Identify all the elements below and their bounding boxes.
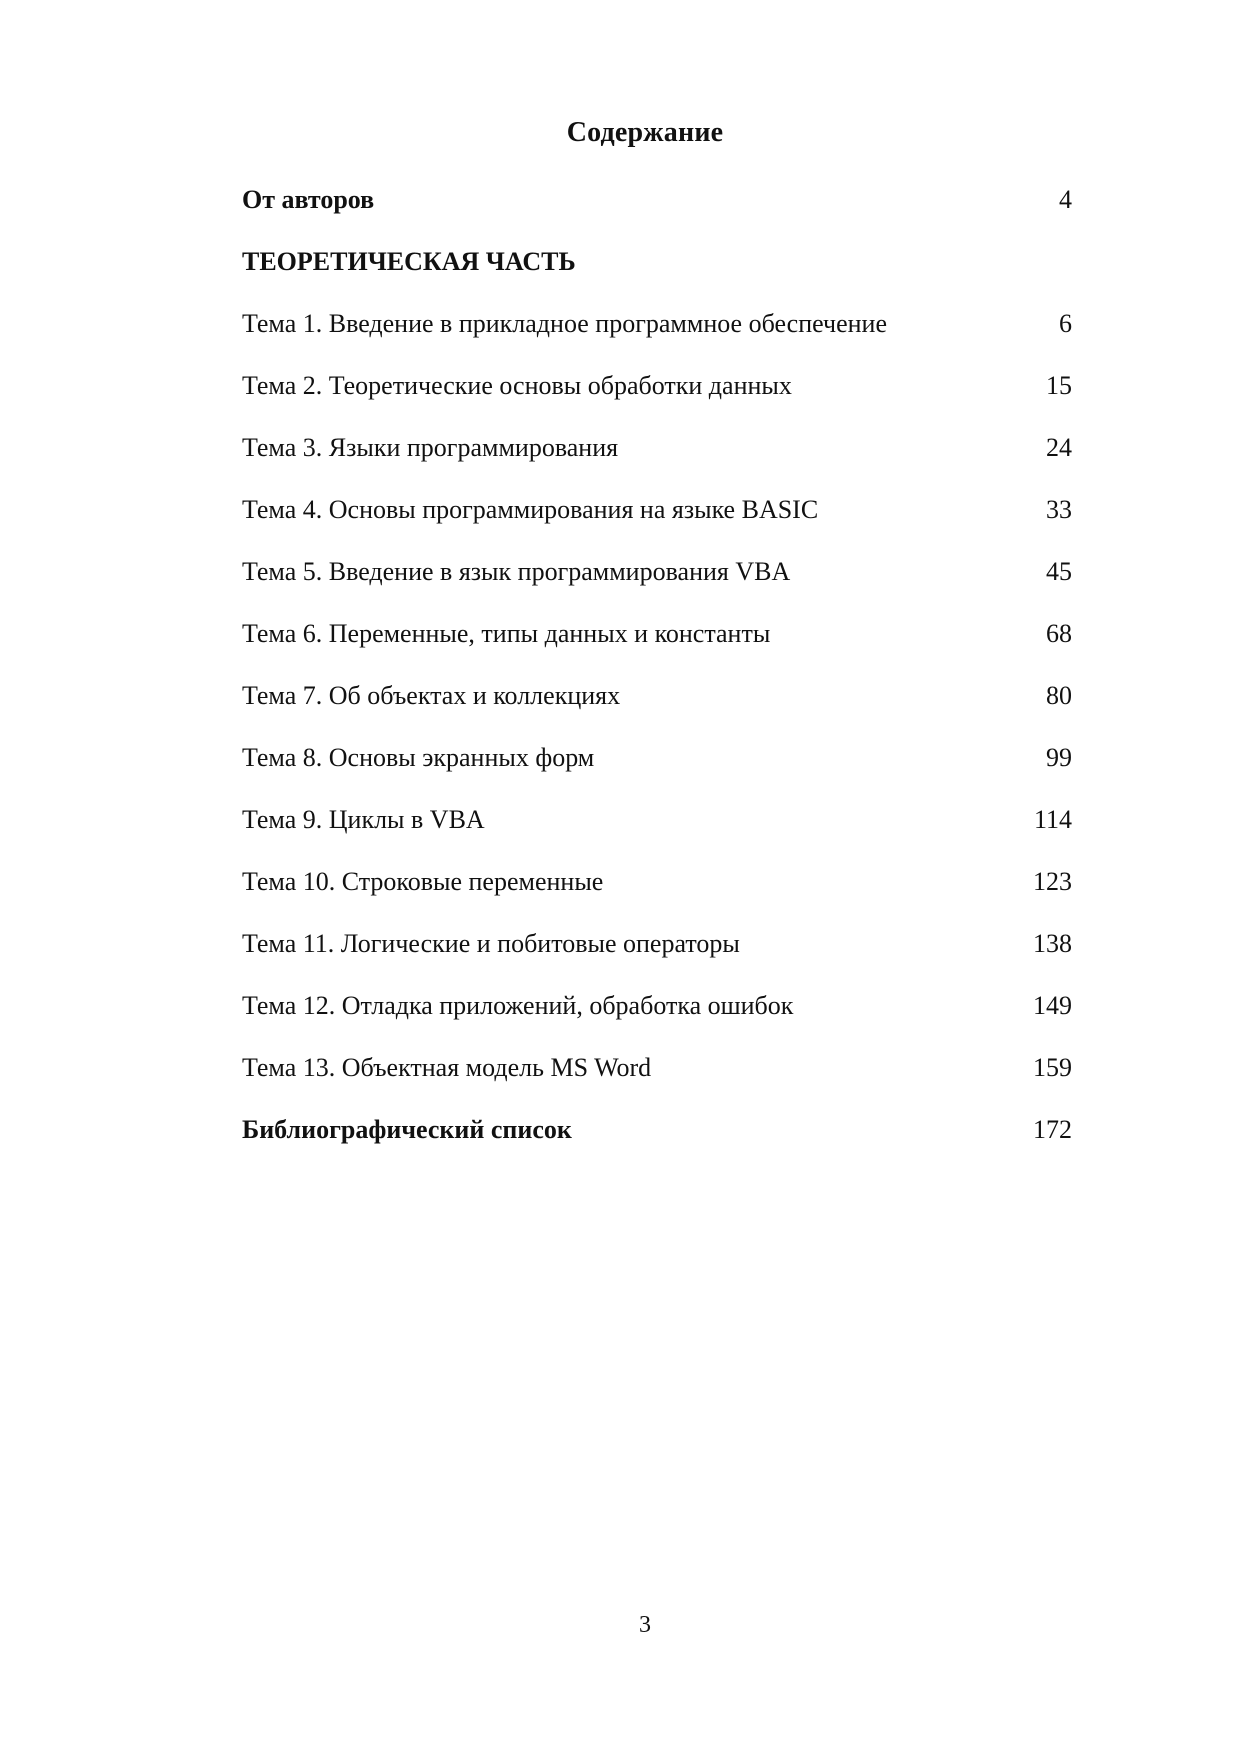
toc-entry-page: 6 xyxy=(1059,309,1072,338)
toc-entry-label: Библиографический список xyxy=(242,1115,572,1144)
toc-entry-bibliography[interactable] xyxy=(242,1113,1072,1175)
toc-entry-from-authors[interactable] xyxy=(242,183,1072,245)
toc-entry-label: Тема 5. Введение в язык программирования VBA xyxy=(242,557,791,586)
toc-entry-label: Тема 1. Введение в прикладное программное обеспечение xyxy=(242,309,887,338)
toc-entry-label: Тема 7. Об объектах и коллекциях xyxy=(242,681,621,710)
toc-entry-label: Тема 9. Циклы в VBA xyxy=(242,805,485,834)
table-of-contents xyxy=(242,183,1072,1175)
toc-entry-label: Тема 12. Отладка приложений, обработка ошибок xyxy=(242,991,794,1020)
toc-entry-topic-13[interactable] xyxy=(242,1051,1072,1113)
toc-entry-page: 114 xyxy=(1033,805,1072,834)
toc-entry-topic-3[interactable] xyxy=(242,431,1072,493)
toc-entry-page: 80 xyxy=(1046,681,1072,710)
toc-entry-page: 172 xyxy=(1033,1115,1072,1144)
toc-entry-page: 24 xyxy=(1046,433,1072,462)
toc-entry-topic-8[interactable] xyxy=(242,741,1072,803)
toc-entry-page: 4 xyxy=(1059,185,1072,214)
toc-entry-page: 99 xyxy=(1046,743,1072,772)
toc-entry-label: Тема 8. Основы экранных форм xyxy=(242,743,595,772)
toc-entry-label: Тема 2. Теоретические основы обработки данных xyxy=(242,371,792,400)
toc-entry-page: 149 xyxy=(1033,991,1072,1020)
toc-entry-page: 45 xyxy=(1046,557,1072,586)
toc-entry-page: 123 xyxy=(1033,867,1072,896)
toc-entry-label: Тема 11. Логические и побитовые операторы xyxy=(242,929,740,958)
page-title: Содержание xyxy=(566,117,724,148)
toc-entry-topic-9[interactable] xyxy=(242,803,1072,865)
toc-entry-label: От авторов xyxy=(242,185,375,214)
toc-entry-label: Тема 10. Строковые переменные xyxy=(242,867,604,896)
toc-entry-page: 138 xyxy=(1033,929,1072,958)
toc-entry-label: Тема 3. Языки программирования xyxy=(242,433,619,462)
toc-entry-label: Тема 6. Переменные, типы данных и константы xyxy=(242,619,771,648)
toc-entry-topic-12[interactable] xyxy=(242,989,1072,1051)
toc-entry-topic-11[interactable] xyxy=(242,927,1072,989)
toc-entry-label: Тема 4. Основы программирования на языке BASIC xyxy=(242,495,819,524)
toc-entry-topic-4[interactable] xyxy=(242,493,1072,555)
toc-entry-topic-10[interactable] xyxy=(242,865,1072,927)
toc-entry-topic-1[interactable] xyxy=(242,307,1072,369)
toc-entry-page: 68 xyxy=(1046,619,1072,648)
toc-entry-page: 15 xyxy=(1046,371,1072,400)
toc-entry-topic-5[interactable] xyxy=(242,555,1072,617)
toc-entry-page: 159 xyxy=(1033,1053,1072,1082)
toc-entry-label: ТЕОРЕТИЧЕСКАЯ ЧАСТЬ xyxy=(242,247,576,276)
toc-section-heading[interactable] xyxy=(242,245,1072,307)
toc-entry-topic-6[interactable] xyxy=(242,617,1072,679)
page-number: 3 xyxy=(639,1612,651,1638)
toc-entry-topic-7[interactable] xyxy=(242,679,1072,741)
toc-entry-topic-2[interactable] xyxy=(242,369,1072,431)
toc-entry-page: 33 xyxy=(1046,495,1072,524)
toc-entry-label: Тема 13. Объектная модель MS Word xyxy=(242,1053,652,1082)
